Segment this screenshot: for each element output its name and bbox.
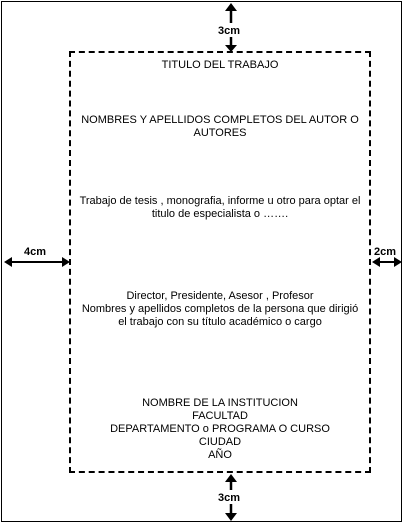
- top-margin-arrow-icon: [224, 3, 238, 25]
- thesis-title: TITULO DEL TRABAJO: [161, 59, 279, 71]
- authors-line: NOMBRES Y APELLIDOS COMPLETOS DEL AUTOR O: [81, 114, 359, 126]
- right-margin-label: 2cm: [374, 246, 397, 258]
- top-margin-arrow-down-icon: [224, 37, 238, 53]
- left-margin-label: 4cm: [24, 246, 47, 258]
- director-line: Director, Presidente, Asesor , Profesor: [126, 290, 314, 302]
- left-margin-arrow-icon: [4, 256, 70, 268]
- director-line: Nombres y apellidos completos de la persona que dirigió: [81, 303, 359, 315]
- bottom-margin-label: 3cm: [218, 492, 241, 504]
- bottom-margin-arrow-down-icon: [224, 504, 238, 522]
- thesis-description-line: Trabajo de tesis , monografia, informe u otro para optar el: [79, 195, 361, 207]
- director-line: el trabajo con su título académico o cargo: [118, 316, 322, 328]
- director-block: [69, 290, 371, 329]
- institution-line: AÑO: [208, 449, 232, 461]
- institution-block: [69, 397, 371, 462]
- institution-line: NOMBRE DE LA INSTITUCION: [142, 397, 298, 409]
- title-block: [69, 59, 371, 72]
- right-margin-arrow-icon: [372, 256, 402, 268]
- institution-line: DEPARTAMENTO o PROGRAMA O CURSO: [110, 423, 330, 435]
- institution-line: CIUDAD: [198, 436, 242, 448]
- thesis-description-line: titulo de especialista o …….: [151, 208, 289, 220]
- thesis-description-block: [69, 195, 371, 221]
- institution-line: FACULTAD: [192, 410, 248, 422]
- bottom-margin-arrow-up-icon: [224, 474, 238, 490]
- authors-line: AUTORES: [193, 127, 247, 139]
- top-margin-label: 3cm: [218, 25, 241, 37]
- authors-block: [69, 114, 371, 140]
